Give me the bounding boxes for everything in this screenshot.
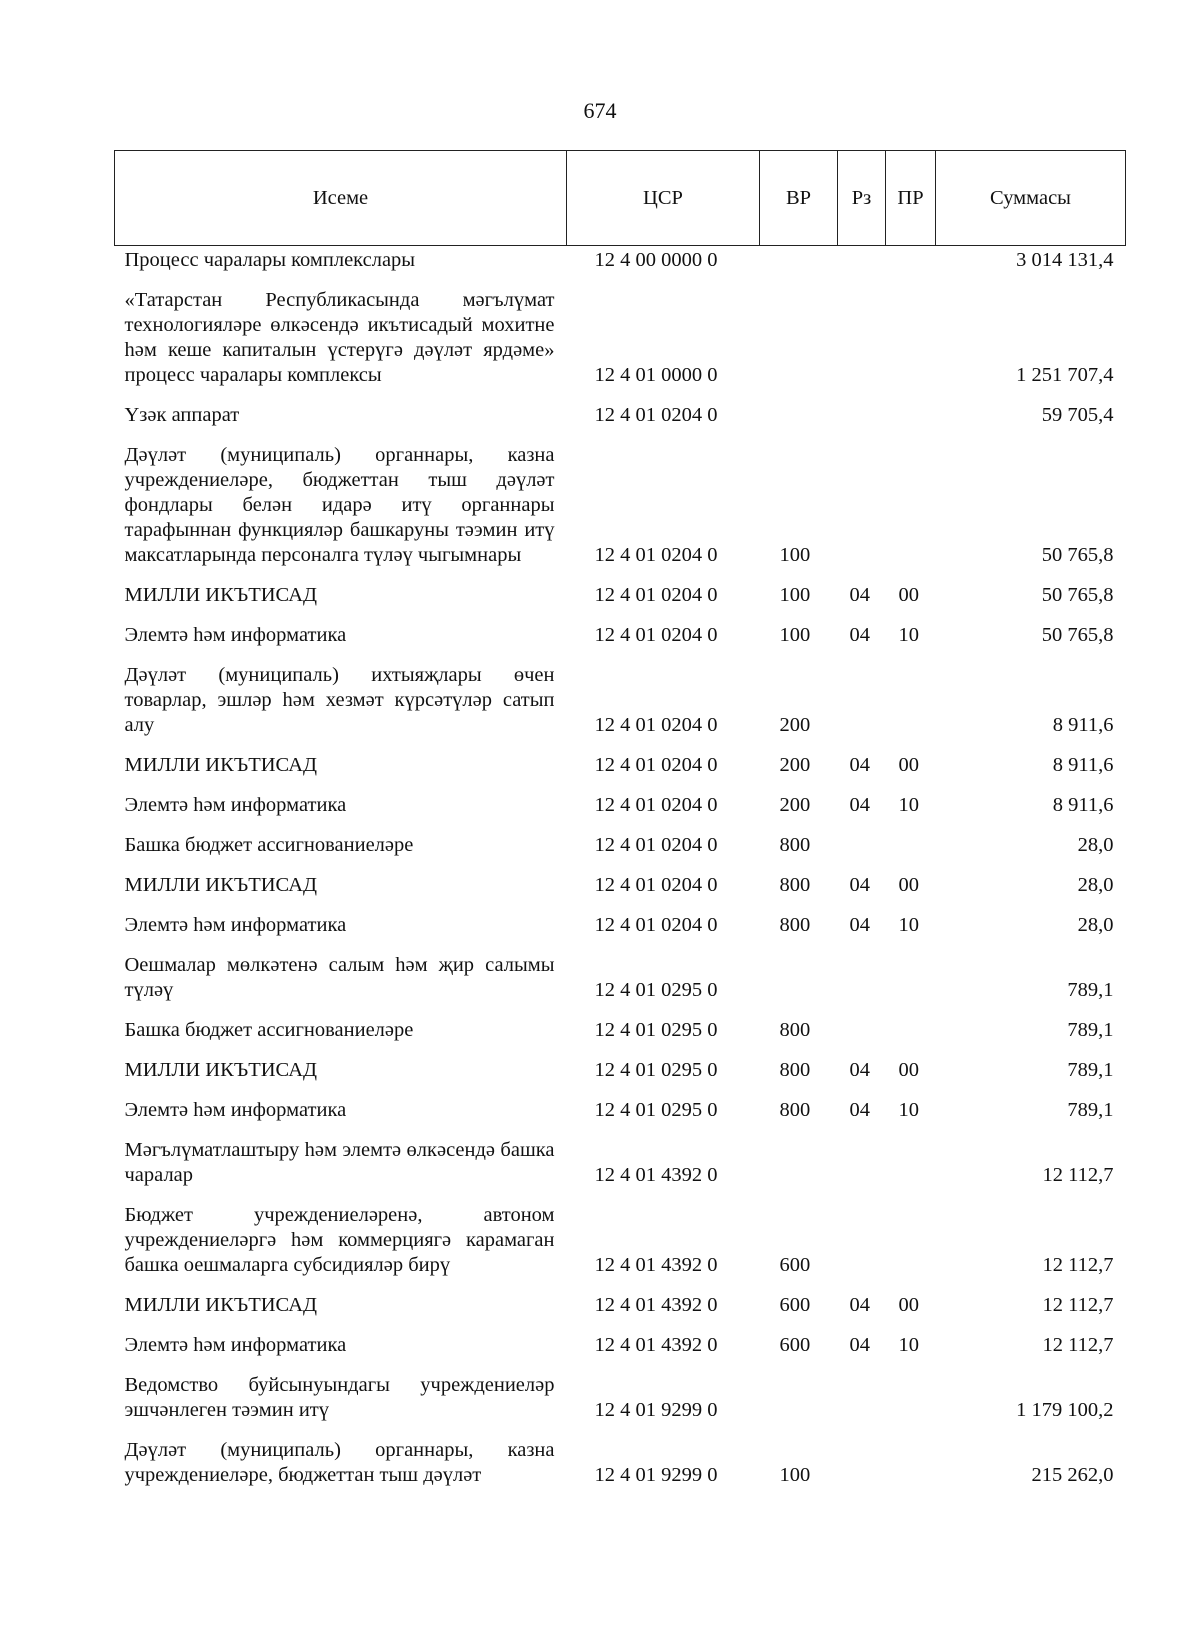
cell-name: Ведомство буйсынуындагы учреждениеләр эшчәнлеген тәэмин итү bbox=[124, 1374, 555, 1421]
cell-vr: 800 bbox=[779, 834, 811, 856]
cell-vr: 800 bbox=[779, 1059, 811, 1081]
cell-pr: 10 bbox=[898, 624, 919, 646]
cell-rz bbox=[838, 825, 886, 865]
cell-sum: 215 262,0 bbox=[1031, 1464, 1114, 1486]
table-row bbox=[115, 1050, 1126, 1090]
cell-csr: 12 4 01 4392 0 bbox=[594, 1164, 718, 1186]
cell-vr bbox=[760, 395, 838, 435]
cell-name: «Татарстан Республикасында мәгълүмат технологияләре өлкәсендә икътисадый мохитне һәм кеше капиталын үстерүгә дәүләт ярдәме» процесс чаралары комплексы bbox=[124, 289, 555, 386]
table-row bbox=[115, 1195, 1126, 1285]
cell-rz bbox=[838, 1130, 886, 1195]
cell-csr: 12 4 01 0295 0 bbox=[594, 1059, 718, 1081]
header-sum: Суммасы bbox=[936, 151, 1126, 246]
cell-csr: 12 4 01 4392 0 bbox=[594, 1294, 718, 1316]
cell-vr: 100 bbox=[779, 1464, 811, 1486]
cell-rz: 04 bbox=[849, 1059, 870, 1081]
cell-sum: 28,0 bbox=[1077, 874, 1114, 896]
table-header-row bbox=[115, 151, 1126, 246]
cell-name: Элемтә һәм информатика bbox=[124, 1334, 347, 1356]
cell-sum: 789,1 bbox=[1067, 1059, 1114, 1081]
cell-name: Элемтә һәм информатика bbox=[124, 624, 347, 646]
cell-rz bbox=[838, 655, 886, 745]
table-body bbox=[115, 246, 1126, 1496]
cell-vr bbox=[760, 280, 838, 395]
cell-pr bbox=[886, 1365, 936, 1430]
header-rz: Рз bbox=[838, 151, 886, 246]
cell-rz bbox=[838, 1365, 886, 1430]
cell-pr bbox=[886, 395, 936, 435]
cell-sum: 12 112,7 bbox=[1042, 1164, 1114, 1186]
cell-pr: 00 bbox=[898, 1059, 919, 1081]
cell-pr bbox=[886, 1130, 936, 1195]
cell-vr: 800 bbox=[779, 1019, 811, 1041]
cell-vr: 200 bbox=[779, 794, 811, 816]
table-row bbox=[115, 435, 1126, 575]
cell-pr bbox=[886, 1430, 936, 1495]
cell-sum: 789,1 bbox=[1067, 1099, 1114, 1121]
cell-vr: 100 bbox=[779, 624, 811, 646]
cell-name: Элемтә һәм информатика bbox=[124, 1099, 347, 1121]
cell-rz: 04 bbox=[849, 1294, 870, 1316]
cell-vr: 600 bbox=[779, 1334, 811, 1356]
header-name: Исеме bbox=[115, 151, 567, 246]
cell-vr bbox=[760, 1130, 838, 1195]
cell-pr bbox=[886, 825, 936, 865]
cell-rz bbox=[838, 280, 886, 395]
cell-vr: 100 bbox=[779, 584, 811, 606]
cell-rz bbox=[838, 1010, 886, 1050]
table-row bbox=[115, 865, 1126, 905]
cell-pr: 10 bbox=[898, 1099, 919, 1121]
cell-pr: 00 bbox=[898, 1294, 919, 1316]
header-vr: ВР bbox=[760, 151, 838, 246]
cell-sum: 1 251 707,4 bbox=[1016, 364, 1114, 386]
cell-csr: 12 4 01 0204 0 bbox=[594, 404, 718, 426]
cell-csr: 12 4 01 0204 0 bbox=[594, 544, 718, 566]
cell-csr: 12 4 01 0000 0 bbox=[594, 364, 718, 386]
cell-csr: 12 4 01 0204 0 bbox=[594, 584, 718, 606]
cell-rz bbox=[838, 945, 886, 1010]
table-row bbox=[115, 395, 1126, 435]
cell-vr: 600 bbox=[779, 1254, 811, 1276]
cell-name: МИЛЛИ ИКЪТИСАД bbox=[124, 1294, 317, 1316]
cell-vr: 200 bbox=[779, 754, 811, 776]
table-row bbox=[115, 1090, 1126, 1130]
cell-csr: 12 4 01 0204 0 bbox=[594, 754, 718, 776]
table-row bbox=[115, 1010, 1126, 1050]
cell-rz: 04 bbox=[849, 1334, 870, 1356]
cell-vr: 600 bbox=[779, 1294, 811, 1316]
table-row bbox=[115, 1285, 1126, 1325]
cell-rz: 04 bbox=[849, 624, 870, 646]
cell-pr bbox=[886, 1195, 936, 1285]
cell-name: Башка бюджет ассигнованиеләре bbox=[124, 834, 414, 856]
table-row bbox=[115, 280, 1126, 395]
cell-name: Оешмалар мөлкәтенә салым һәм җир салымы түләү bbox=[124, 954, 555, 1001]
cell-rz bbox=[838, 246, 886, 281]
cell-rz: 04 bbox=[849, 914, 870, 936]
table-row bbox=[115, 945, 1126, 1010]
cell-name: Процесс чаралары комплекслары bbox=[124, 249, 416, 271]
table-row bbox=[115, 785, 1126, 825]
cell-csr: 12 4 01 0204 0 bbox=[594, 794, 718, 816]
cell-sum: 50 765,8 bbox=[1041, 544, 1114, 566]
cell-pr: 10 bbox=[898, 1334, 919, 1356]
cell-name: МИЛЛИ ИКЪТИСАД bbox=[124, 874, 317, 896]
cell-name: Дәүләт (муниципаль) органнары, казна учреждениеләре, бюджеттан тыш дәүләт bbox=[124, 1439, 555, 1486]
cell-csr: 12 4 01 0295 0 bbox=[594, 1019, 718, 1041]
table-row bbox=[115, 246, 1126, 281]
cell-pr bbox=[886, 1010, 936, 1050]
budget-table bbox=[114, 150, 1126, 1495]
cell-sum: 789,1 bbox=[1067, 1019, 1114, 1041]
cell-csr: 12 4 01 9299 0 bbox=[594, 1399, 718, 1421]
cell-name: Бюджет учреждениеләренә, автоном учреждениеләргә һәм коммерциягә карамаган башка оешмаларга субсидияләр бирү bbox=[124, 1204, 555, 1276]
cell-csr: 12 4 01 0204 0 bbox=[594, 914, 718, 936]
cell-name: Элемтә һәм информатика bbox=[124, 914, 347, 936]
table-row bbox=[115, 655, 1126, 745]
cell-pr: 10 bbox=[898, 794, 919, 816]
cell-csr: 12 4 01 0295 0 bbox=[594, 1099, 718, 1121]
cell-pr bbox=[886, 945, 936, 1010]
cell-vr: 100 bbox=[779, 544, 811, 566]
cell-csr: 12 4 01 9299 0 bbox=[594, 1464, 718, 1486]
cell-name: Дәүләт (муниципаль) ихтыяҗлары өчен товарлар, эшләр һәм хезмәт күрсәтүләр сатып алу bbox=[124, 664, 555, 736]
cell-rz: 04 bbox=[849, 874, 870, 896]
cell-pr bbox=[886, 246, 936, 281]
cell-csr: 12 4 01 0204 0 bbox=[594, 874, 718, 896]
cell-sum: 12 112,7 bbox=[1042, 1294, 1114, 1316]
cell-rz: 04 bbox=[849, 1099, 870, 1121]
header-csr: ЦСР bbox=[567, 151, 760, 246]
cell-vr: 200 bbox=[779, 714, 811, 736]
cell-name: Башка бюджет ассигнованиеләре bbox=[124, 1019, 414, 1041]
cell-csr: 12 4 00 0000 0 bbox=[594, 249, 718, 271]
cell-csr: 12 4 01 0204 0 bbox=[594, 624, 718, 646]
cell-sum: 8 911,6 bbox=[1052, 794, 1114, 816]
cell-name: Дәүләт (муниципаль) органнары, казна учреждениеләре, бюджеттан тыш дәүләт фондлары белән идарә итү органнары тарафыннан функцияләр башкаруны тәэмин итү максатларында персоналга түләү чыгымнары bbox=[124, 444, 555, 566]
table-row bbox=[115, 1130, 1126, 1195]
cell-sum: 1 179 100,2 bbox=[1016, 1399, 1114, 1421]
cell-sum: 12 112,7 bbox=[1042, 1254, 1114, 1276]
cell-sum: 12 112,7 bbox=[1042, 1334, 1114, 1356]
cell-name: Мәгълүматлаштыру һәм элемтә өлкәсендә башка чаралар bbox=[124, 1139, 555, 1186]
cell-vr bbox=[760, 1365, 838, 1430]
cell-csr: 12 4 01 0204 0 bbox=[594, 834, 718, 856]
cell-pr: 10 bbox=[898, 914, 919, 936]
cell-sum: 59 705,4 bbox=[1041, 404, 1114, 426]
table-row bbox=[115, 745, 1126, 785]
cell-sum: 50 765,8 bbox=[1041, 624, 1114, 646]
table-row bbox=[115, 575, 1126, 615]
cell-sum: 789,1 bbox=[1067, 979, 1114, 1001]
cell-name: Үзәк аппарат bbox=[124, 404, 240, 426]
cell-name: МИЛЛИ ИКЪТИСАД bbox=[124, 1059, 317, 1081]
cell-name: МИЛЛИ ИКЪТИСАД bbox=[124, 584, 317, 606]
cell-rz bbox=[838, 395, 886, 435]
table-row bbox=[115, 1325, 1126, 1365]
cell-pr bbox=[886, 655, 936, 745]
cell-sum: 8 911,6 bbox=[1052, 714, 1114, 736]
cell-pr bbox=[886, 435, 936, 575]
table-row bbox=[115, 825, 1126, 865]
cell-pr: 00 bbox=[898, 584, 919, 606]
cell-vr bbox=[760, 945, 838, 1010]
cell-rz bbox=[838, 1195, 886, 1285]
cell-rz: 04 bbox=[849, 584, 870, 606]
cell-csr: 12 4 01 4392 0 bbox=[594, 1254, 718, 1276]
cell-pr: 00 bbox=[898, 874, 919, 896]
cell-rz: 04 bbox=[849, 794, 870, 816]
cell-rz bbox=[838, 1430, 886, 1495]
table-row bbox=[115, 1430, 1126, 1495]
cell-sum: 28,0 bbox=[1077, 834, 1114, 856]
cell-vr bbox=[760, 246, 838, 281]
cell-csr: 12 4 01 0204 0 bbox=[594, 714, 718, 736]
cell-pr bbox=[886, 280, 936, 395]
cell-rz: 04 bbox=[849, 754, 870, 776]
table-row bbox=[115, 615, 1126, 655]
cell-vr: 800 bbox=[779, 1099, 811, 1121]
cell-name: Элемтә һәм информатика bbox=[124, 794, 347, 816]
cell-sum: 28,0 bbox=[1077, 914, 1114, 936]
table-row bbox=[115, 905, 1126, 945]
cell-rz bbox=[838, 435, 886, 575]
cell-csr: 12 4 01 0295 0 bbox=[594, 979, 718, 1001]
table-row bbox=[115, 1365, 1126, 1430]
cell-name: МИЛЛИ ИКЪТИСАД bbox=[124, 754, 317, 776]
page-number: 674 bbox=[583, 98, 617, 123]
cell-sum: 50 765,8 bbox=[1041, 584, 1114, 606]
cell-sum: 8 911,6 bbox=[1052, 754, 1114, 776]
cell-vr: 800 bbox=[779, 914, 811, 936]
cell-sum: 3 014 131,4 bbox=[1016, 249, 1114, 271]
cell-csr: 12 4 01 4392 0 bbox=[594, 1334, 718, 1356]
header-pr: ПР bbox=[886, 151, 936, 246]
cell-pr: 00 bbox=[898, 754, 919, 776]
cell-vr: 800 bbox=[779, 874, 811, 896]
